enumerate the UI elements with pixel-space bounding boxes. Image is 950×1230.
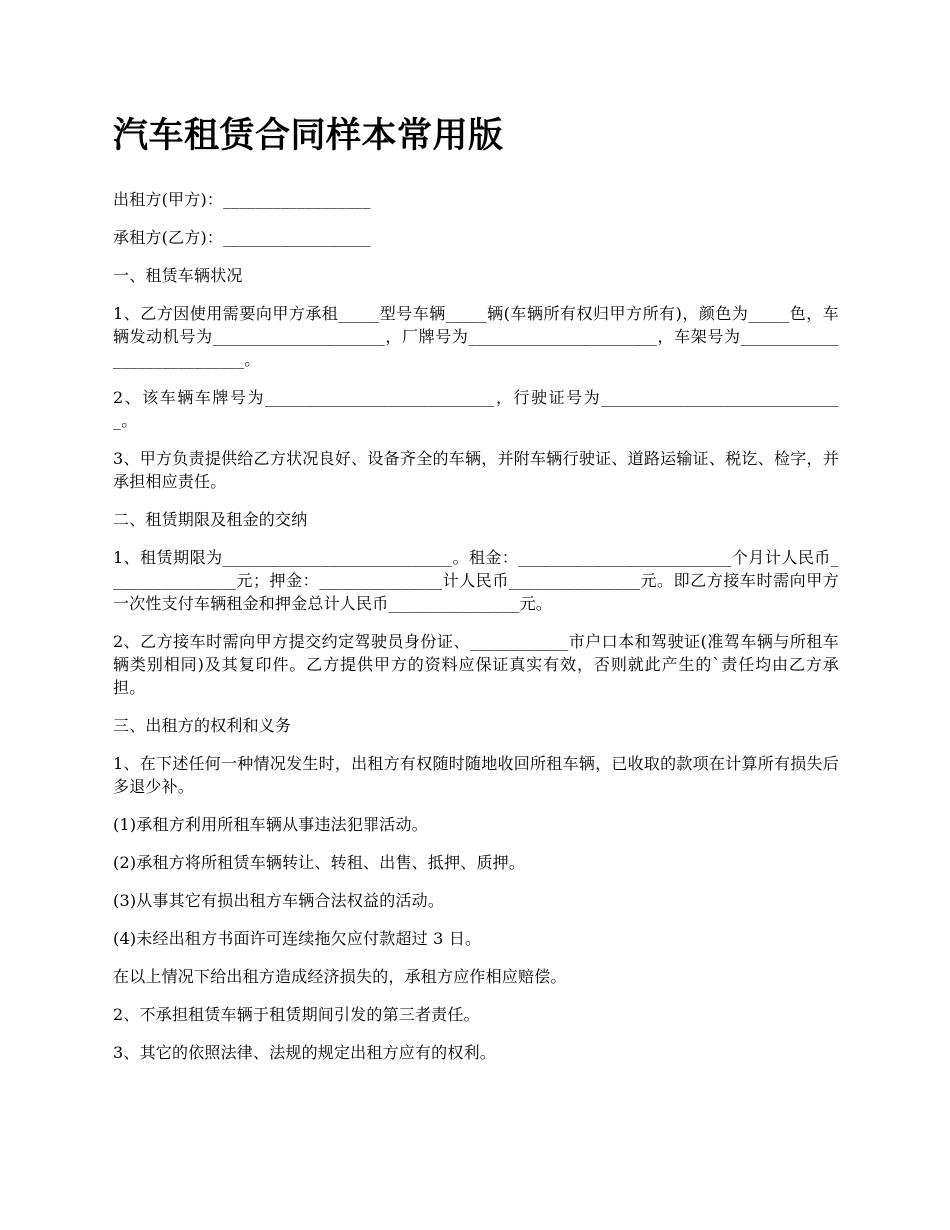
- clause-repossession: 1、在下述任何一种情况发生时，出租方有权随时随地收回所租车辆，已收取的款项在计算所有损失后多退少补。: [113, 754, 839, 796]
- condition-1: (1)承租方利用所租车辆从事违法犯罪活动。: [113, 815, 428, 834]
- clause-plate-license: 2、该车辆车牌号为____________________________，行驶证号为______________________________。: [113, 388, 839, 430]
- condition-4: (4)未经出租方书面许可连续拖欠应付款超过 3 日。: [113, 929, 482, 948]
- clause-third-party: 2、不承担租赁车辆于租赁期间引发的第三者责任。: [113, 1005, 480, 1024]
- section-heading-vehicle-status: 一、租赁车辆状况: [113, 266, 243, 285]
- clause-lessor-provides: 3、甲方负责提供给乙方状况良好、设备齐全的车辆，并附车辆行驶证、道路运输证、税讫、检字，并承担相应责任。: [113, 449, 839, 491]
- lessee-line: 承租方(乙方)：__________________: [113, 228, 371, 247]
- section-heading-lessor-rights: 三、出租方的权利和义务: [113, 716, 292, 735]
- document-title: 汽车租赁合同样本常用版: [113, 116, 504, 156]
- section-heading-term-rent: 二、租赁期限及租金的交纳: [113, 510, 308, 529]
- document-page: [113, 110, 839, 1079]
- clause-vehicle-info: 1、乙方因使用需要向甲方承租_____型号车辆_____辆(车辆所有权归甲方所有)，颜色为_____色，车辆发动机号为_____________________，厂牌号为_______________________，车架号为____________________________。: [113, 304, 839, 369]
- clause-other-rights: 3、其它的依照法律、法规的规定出租方应有的权利。: [113, 1043, 496, 1062]
- condition-2: (2)承租方将所租赁车辆转让、转租、出售、抵押、质押。: [113, 853, 526, 872]
- clause-term-rent-deposit: 1、租赁期限为____________________________。租金：__________________________个月计人民币________________元；押金：_______________计人民币________________元。即乙方接车时需向甲方一次性支付车辆租金和押金总计人民币________________元。: [113, 548, 839, 613]
- clause-compensation: 在以上情况下给出租方造成经济损失的，承租方应作相应赔偿。: [113, 967, 567, 986]
- lessor-line: 出租方(甲方)：__________________: [113, 190, 371, 209]
- condition-3: (3)从事其它有损出租方车辆合法权益的活动。: [113, 891, 445, 910]
- clause-documents: 2、乙方接车时需向甲方提交约定驾驶员身份证、____________市户口本和驾驶证(准驾车辆与所租车辆类别相同)及其复印件。乙方提供甲方的资料应保证真实有效，否则就此产生的`责任均由乙方承担。: [113, 632, 839, 697]
